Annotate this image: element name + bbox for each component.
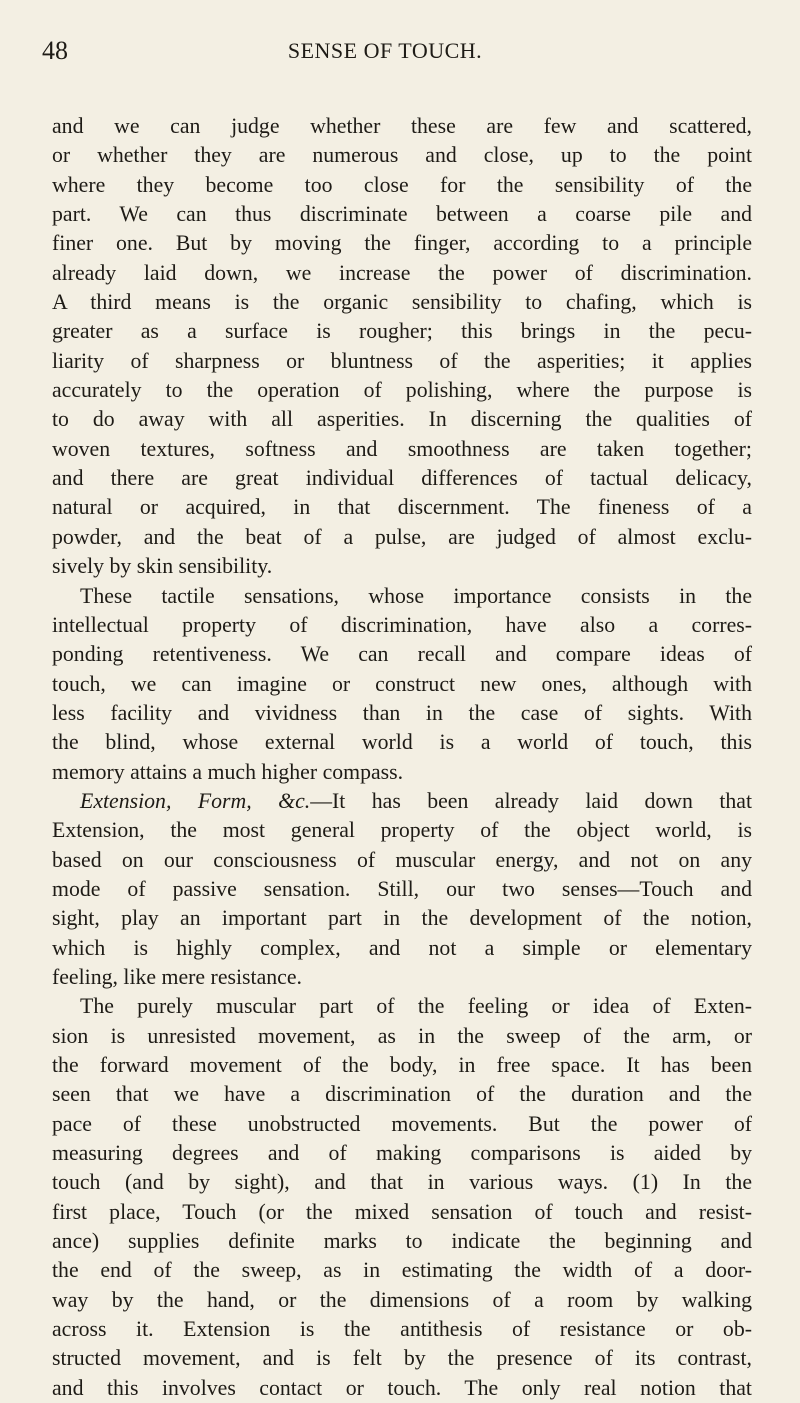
text-line-rest: —It has been already laid down that bbox=[310, 788, 753, 813]
text-line: and this involves contact or touch. The only real notion that bbox=[52, 1375, 752, 1400]
text-line: sively by skin sensibility. bbox=[52, 554, 273, 579]
text-line: the forward movement of the body, in free space. It has been bbox=[52, 1053, 752, 1077]
text-line: sion is unresisted movement, as in the sweep of the arm, or bbox=[52, 1023, 752, 1048]
text-line: liarity of sharpness or bluntness of the asperities; it applies bbox=[52, 348, 752, 373]
text-line: touch, we can imagine or construct new ones, although with bbox=[52, 671, 752, 696]
text-line: natural or acquired, in that discernment. The fineness of a bbox=[52, 495, 752, 520]
text-line: already laid down, we increase the power of discrimination. bbox=[52, 260, 752, 285]
text-line: touch (and by sight), and that in various ways. (1) In the bbox=[52, 1170, 752, 1195]
text-line: the blind, whose external world is a world of touch, this bbox=[52, 730, 752, 755]
text-line: greater as a surface is rougher; this brings in the pecu- bbox=[52, 319, 752, 344]
italic-lead: Extension, Form, &c. bbox=[80, 788, 311, 813]
page-header bbox=[42, 36, 728, 66]
text-line: way by the hand, or the dimensions of a room by walking bbox=[52, 1287, 752, 1312]
text-line: based on our consciousness of muscular energy, and not on any bbox=[52, 847, 752, 872]
text-line: powder, and the beat of a pulse, are judged of almost exclu- bbox=[52, 524, 752, 549]
body-text bbox=[52, 112, 752, 1403]
text-line-with-italic-lead bbox=[52, 787, 752, 816]
text-line: These tactile sensations, whose importance consists in the bbox=[80, 583, 752, 608]
text-line: seen that we have a discrimination of the duration and the bbox=[52, 1082, 752, 1107]
text-line: which is highly complex, and not a simple or elementary bbox=[52, 935, 752, 960]
text-line: finer one. But by moving the finger, according to a principle bbox=[52, 231, 752, 256]
text-line: first place, Touch (or the mixed sensation of touch and resist- bbox=[52, 1199, 752, 1224]
text-line: part. We can thus discriminate between a coarse pile and bbox=[52, 202, 752, 227]
text-line: structed movement, and is felt by the presence of its contrast, bbox=[52, 1346, 752, 1371]
text-line: woven textures, softness and smoothness are taken together; bbox=[52, 436, 752, 461]
text-line: A third means is the organic sensibility to chafing, which is bbox=[52, 290, 752, 315]
text-line: and there are great individual differences of tactual delicacy, bbox=[52, 466, 752, 491]
text-line: or whether they are numerous and close, up to the point bbox=[52, 143, 752, 168]
text-line: where they become too close for the sensibility of the bbox=[52, 172, 752, 197]
text-line: and we can judge whether these are few and scattered, bbox=[52, 114, 752, 138]
text-line: pace of these unobstructed movements. But the power of bbox=[52, 1111, 752, 1136]
text-line: the end of the sweep, as in estimating the width of a door- bbox=[52, 1258, 752, 1283]
text-line: feeling, like mere resistance. bbox=[52, 964, 302, 989]
text-line: memory attains a much higher compass. bbox=[52, 759, 404, 784]
running-head: SENSE OF TOUCH. bbox=[287, 38, 483, 63]
text-line: ance) supplies definite marks to indicate the beginning and bbox=[52, 1229, 752, 1254]
text-line: to do away with all asperities. In discerning the qualities of bbox=[52, 407, 752, 432]
text-line: intellectual property of discrimination, have also a corres- bbox=[52, 612, 752, 637]
text-line: The purely muscular part of the feeling or idea of Exten- bbox=[80, 994, 752, 1019]
text-line: measuring degrees and of making comparisons is aided by bbox=[52, 1141, 752, 1166]
text-line: less facility and vividness than in the case of sights. With bbox=[52, 700, 752, 725]
text-line: sight, play an important part in the development of the notion, bbox=[52, 906, 752, 931]
text-line: across it. Extension is the antithesis of resistance or ob- bbox=[52, 1317, 752, 1342]
page-number: 48 bbox=[42, 36, 68, 65]
text-line: mode of passive sensation. Still, our two senses—Touch and bbox=[52, 876, 752, 901]
text-line: ponding retentiveness. We can recall and compare ideas of bbox=[52, 642, 752, 667]
text-line: accurately to the operation of polishing, where the purpose is bbox=[52, 378, 752, 403]
text-line: Extension, the most general property of the object world, is bbox=[52, 818, 752, 843]
